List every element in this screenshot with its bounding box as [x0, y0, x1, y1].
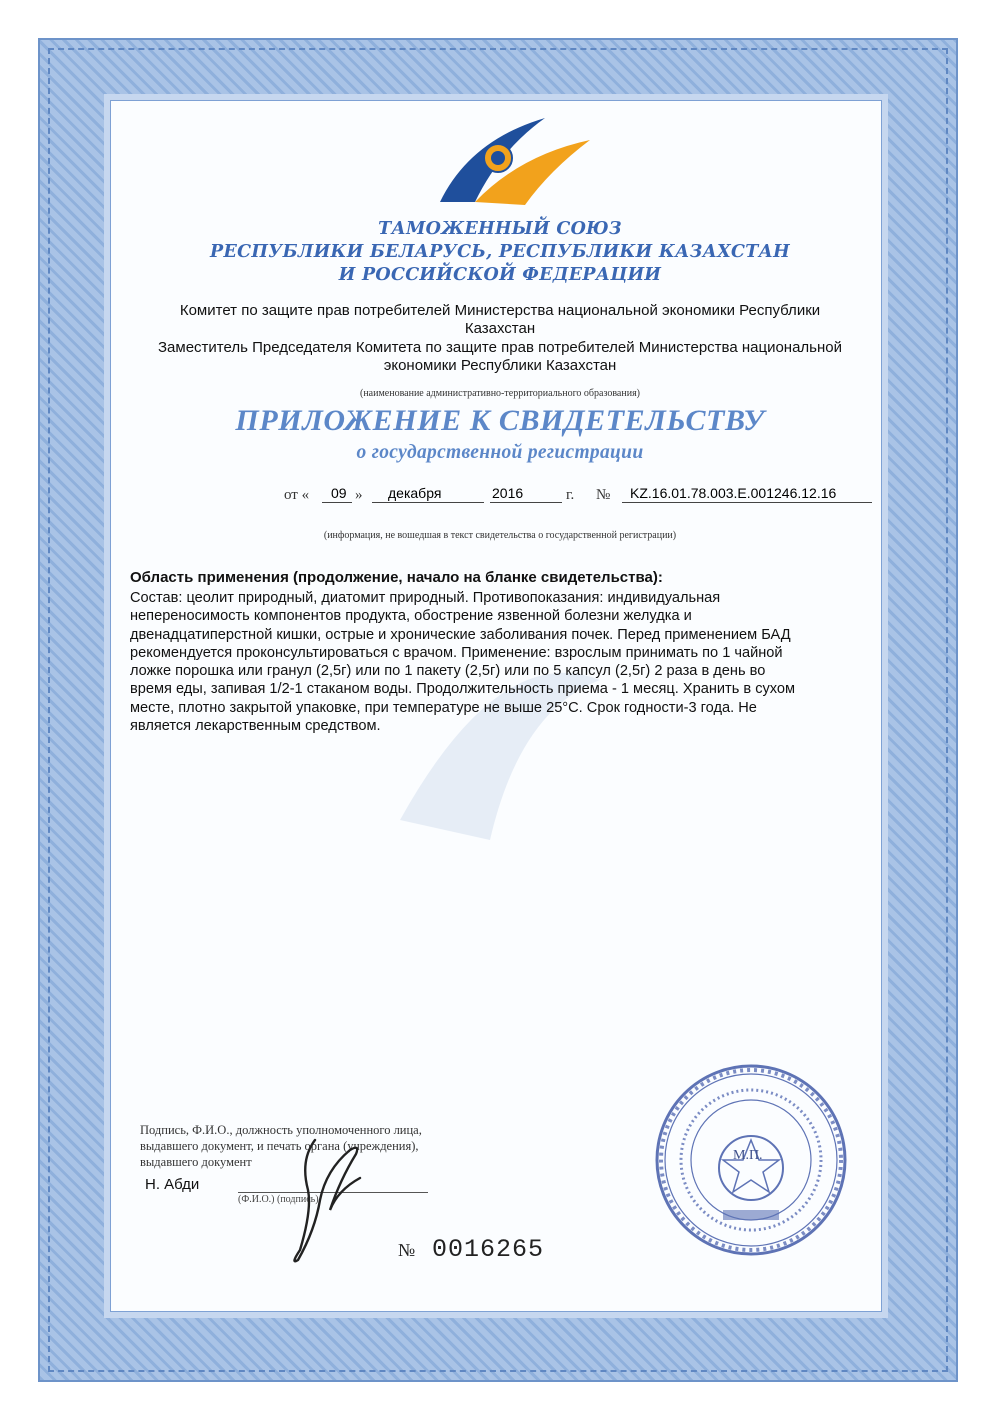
day-underline	[322, 502, 352, 503]
year-suffix: г.	[566, 487, 575, 503]
customs-union-logo-icon	[430, 110, 600, 210]
serial-number: 0016265	[432, 1235, 545, 1264]
document-title: ПРИЛОЖЕНИЕ К СВИДЕТЕЛЬСТВУ	[235, 404, 765, 437]
serial-number-sign: №	[398, 1240, 416, 1260]
info-note: (информация, не вошедшая в текст свидетельства о государственной регистрации)	[323, 530, 677, 541]
signer-name: Н. Абди	[145, 1176, 200, 1193]
reg-number-underline	[622, 502, 872, 503]
signature-label: Подпись, Ф.И.О., должность уполномоченного лица, выдавшего документ, и печать органа (учреждения), выдавшего документ	[140, 1123, 422, 1169]
document-subtitle: о государственной регистрации	[356, 442, 644, 463]
date-day: 09	[331, 485, 347, 501]
month-underline	[372, 502, 484, 503]
union-title-line-2: РЕСПУБЛИКИ БЕЛАРУСЬ, РЕСПУБЛИКИ КАЗАХСТАН	[210, 242, 790, 262]
date-month: декабря	[388, 485, 442, 501]
registration-number: KZ.16.01.78.003.E.001246.12.16	[630, 485, 837, 501]
union-title-line-3: И РОССИЙСКОЙ ФЕДЕРАЦИИ	[338, 265, 662, 285]
union-title-line-1: ТАМОЖЕННЫЙ СОЮЗ	[378, 219, 622, 239]
fio-note: (Ф.И.О.) (подпись)	[238, 1194, 319, 1205]
section-heading: Область применения (продолжение, начало на бланке свидетельства):	[130, 569, 663, 586]
number-sign: №	[596, 487, 611, 503]
agency-line-4: экономики Республики Казахстан	[383, 357, 617, 374]
date-year: 2016	[492, 485, 524, 501]
agency-line-2: Казахстан	[464, 320, 536, 337]
agency-line-1: Комитет по защите прав потребителей Министерства национальной экономики Республики	[179, 302, 821, 319]
date-quote-close: »	[355, 487, 363, 503]
stamp-mark: М.П.	[733, 1148, 763, 1163]
agency-line-3: Заместитель Председателя Комитета по защите прав потребителей Министерства национальной	[157, 339, 843, 356]
handwritten-signature-icon	[260, 1120, 380, 1270]
date-prefix: от «	[284, 487, 310, 503]
admin-territory-note: (наименование административно-территориального образования)	[359, 388, 640, 399]
application-body-text: Состав: цеолит природный, диатомит природный. Противопоказания: индивидуальная непереносимость компонентов продукта, обострение язвенной болезни желудка и двенадцатиперстной кишки, острые и хронические заболивания почек. Перед применением БАД рекомендуется проконсультироваться с врачом. Применение: взрослым принимать по 1 чайной ложке порошка или гранул (2,5г) или по 1 пакету (2,5г) или по 5 капсул (2,5г) 2 раза в день во время еды, запивая 1/2-1 стаканом воды. Продолжительность приема - 1 месяц. Хранить в сухом месте, плотно закрытой упаковке, при температуре не выше 25°С. Срок годности-3 года. Не является лекарственным средством.	[130, 590, 796, 735]
year-underline	[490, 502, 562, 503]
